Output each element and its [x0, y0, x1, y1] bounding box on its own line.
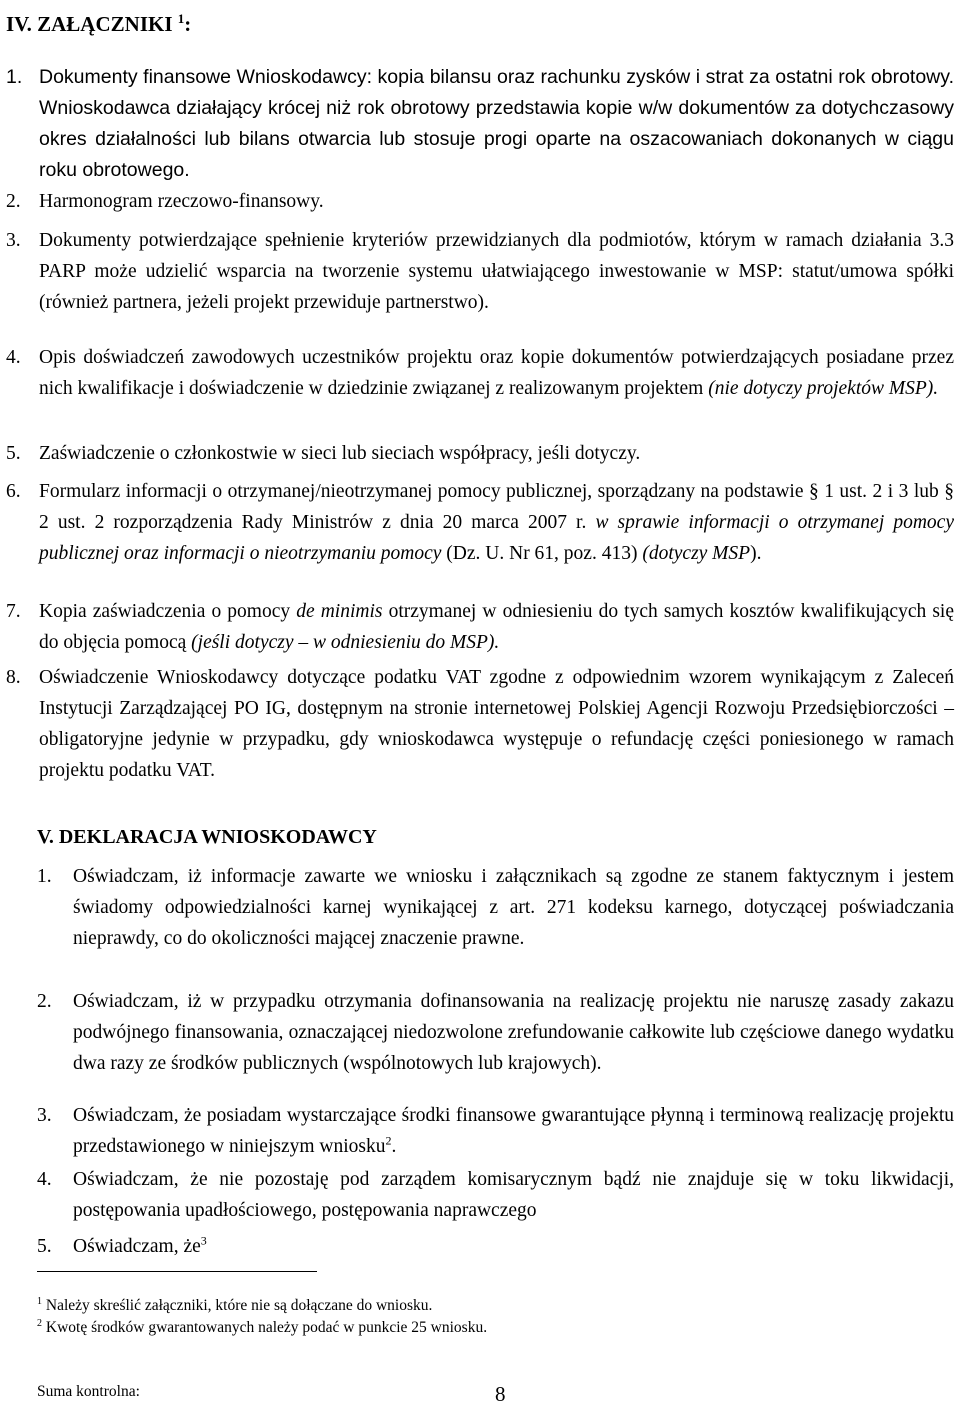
attachment-item-5-wrap — [6, 438, 954, 469]
attachment-item-8: 8. Oświadczenie Wnioskodawcy dotyczące podatku VAT zgodne z odpowiednim wzorem wynikającym z Zaleceń Instytucji Zarządzającej PO IG, dostępnym na stronie internetowej Polskiej Agencji Rozwoju Przedsiębiorczości – obligatoryjne jedynie w przypadku, gdy wnioskodawca występuje o refundację części poniesionego w ramach projektu podatku VAT. — [6, 667, 954, 781]
checksum-label: Suma kontrolna: — [37, 1383, 140, 1400]
attachments-list — [6, 62, 954, 186]
attachment-item-4: 4. Opis doświadczeń zawodowych uczestników projektu oraz kopie dokumentów potwierdzających posiadane przez nich kwalifikacje i doświadczenie w dziedzinie związanej z realizowanym projektem (nie dotyczy projektów MSP). — [6, 347, 954, 399]
declaration-item-3: 3. Oświadczam, że posiadam wystarczające środki finansowe gwarantujące płynną i terminową realizację projektu przedstawionego w niniejszym wniosku$^2$. — [37, 1105, 954, 1157]
attachment-item-6: 6. Formularz informacji o otrzymanej/nieotrzymanej pomocy publicznej, sporządzany na podstawie § 1 ust. 2 i 3 lub § 2 ust. 2 rozporządzenia Rady Ministrów z dnia 20 marca 2007 r. w sprawie informacji o otrzymanej pomocy publicznej oraz informacji o nieotrzymaniu pomocy (Dz. U. Nr 61, poz. 413) (dotyczy MSP). — [6, 481, 955, 564]
paragraph-sign: § — [944, 481, 955, 502]
declaration-item-1: 1. Oświadczam, iż informacje zawarte we wniosku i załącznikach są zgodne ze stanem faktycznym i jestem świadomy odpowiedzialności karnej wynikającej z art. 271 kodeksu karnego, dotyczącej poświadczania nieprawdy, co do okoliczności mającej znaczenie prawne. — [37, 866, 954, 949]
declaration-item-4: 4. Oświadczam, że nie pozostaję pod zarządem komisarycznym bądź nie znajduje się w toku likwidacji, postępowania upadłościowego, postępowania naprawczego — [37, 1169, 954, 1221]
page-number: 8 — [495, 1382, 506, 1406]
attachment-item-2-wrap — [6, 186, 954, 217]
footnote-1: $^1$ Należy skreślić załączniki, które nie są dołączane do wniosku. — [37, 1296, 433, 1315]
attachment-item-7-wrap — [6, 596, 954, 658]
section-title-declaration: V. DEKLARACJA WNIOSKODAWCY — [37, 826, 377, 848]
attachment-item-1: 1. Dokumenty finansowe Wnioskodawcy: kopia bilansu oraz rachunku zysków i strat za ostatni rok obrotowy. Wnioskodawca działający krócej niż rok obrotowy przedstawia kopie w/w dokumentów za dotychczasowy okres działalności lub bilans otwarcia lub stosuje progi oparte na oszacowaniach dokonanych w ciągu roku obrotowego. — [6, 66, 954, 181]
footnote-ref-2: 2 — [385, 1133, 392, 1148]
footnote-2: $^2$ Kwotę środków gwarantowanych należy podać w punkcie 25 wniosku. — [37, 1318, 488, 1337]
attachment-item-5: 5. Zaświadczenie o członkostwie w sieci lub sieciach współpracy, jeśli dotyczy. — [6, 443, 641, 464]
footnote-ref-1: 1 — [177, 11, 185, 26]
attachment-item-4-wrap — [6, 342, 954, 404]
declaration-item-3-wrap — [37, 1100, 954, 1162]
attachment-item-8-wrap — [6, 662, 954, 786]
attachment-item-6-wrap — [6, 476, 954, 569]
section-title-attachments: IV. ZAŁĄCZNIKI $^1$: — [6, 11, 192, 36]
footnote-ref-3: 3 — [200, 1233, 207, 1248]
attachment-item-3: 3. Dokumenty potwierdzające spełnienie kryteriów przewidzianych dla podmiotów, którym w ramach działania 3.3 PARP może udzielić wsparcia na tworzenie systemu ułatwiającego inwestowanie w MSP: statut/umowa spółki (również partnera, jeżeli projekt przewiduje partnerstwo). — [6, 230, 954, 313]
declaration-item-1-wrap — [37, 861, 954, 954]
declaration-item-4-wrap — [37, 1164, 954, 1226]
paragraph-sign: § — [808, 481, 819, 502]
attachment-item-2: 2. Harmonogram rzeczowo-finansowy. — [6, 191, 324, 212]
declaration-item-5: 5. Oświadczam, $że^3$ — [37, 1233, 207, 1257]
declaration-item-2-wrap — [37, 986, 954, 1079]
attachment-item-7: 7. Kopia zaświadczenia o pomocy de minimis otrzymanej w odniesieniu do tych samych kosztów kwalifikujących się do objęcia pomocą (jeśli dotyczy – w odniesieniu do MSP). — [6, 601, 954, 653]
attachment-item-3-wrap — [6, 225, 954, 318]
declaration-item-2: 2. Oświadczam, iż w przypadku otrzymania dofinansowania na realizację projektu nie naruszę zasady zakazu podwójnego finansowania, oznaczającej niedozwolone zrefundowanie całkowite lub częściowe danego wydatku dwa razy ze środków publicznych (wspólnotowych lub krajowych). — [37, 991, 954, 1074]
declaration-item-5-wrap — [37, 1231, 954, 1262]
footnote-separator — [37, 1271, 317, 1272]
